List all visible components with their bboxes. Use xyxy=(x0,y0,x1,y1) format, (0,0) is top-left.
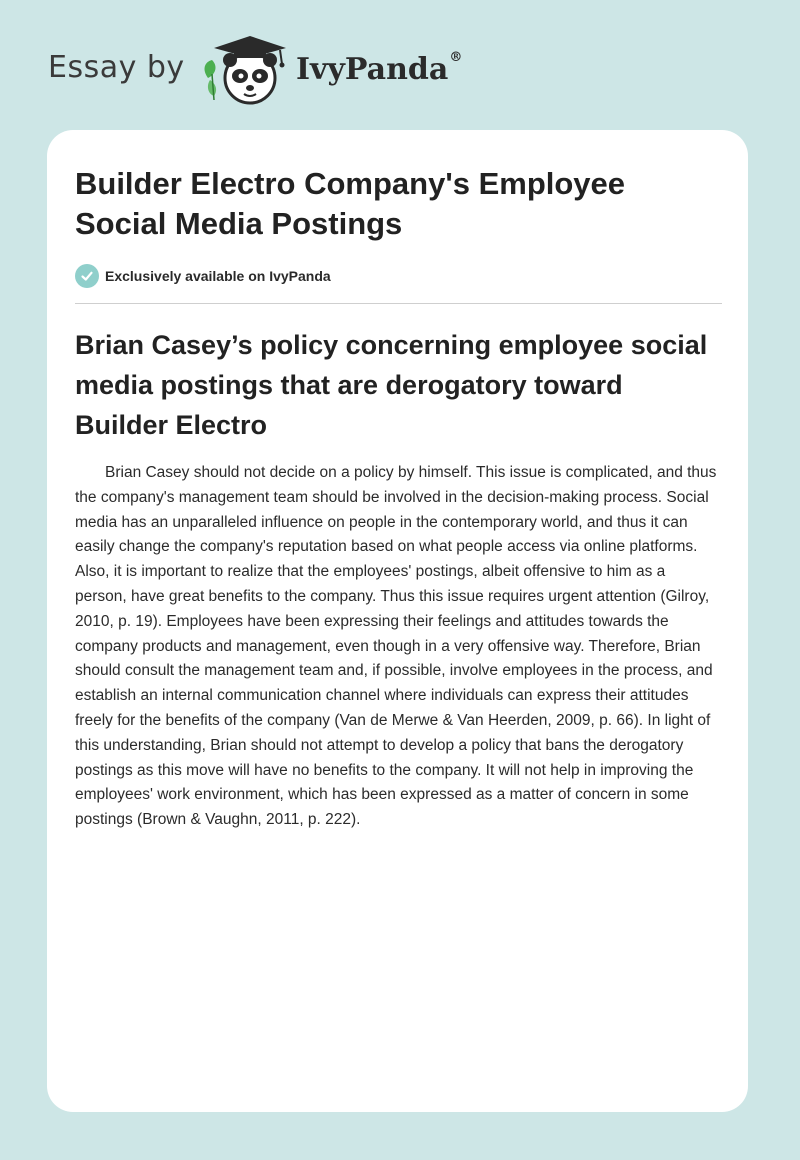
site-header xyxy=(0,0,800,120)
section-heading: Brian Casey’s policy concerning employee social media postings that are derogatory toward Builder Electro xyxy=(75,330,708,440)
exclusive-badge-label: Exclusively available on IvyPanda xyxy=(105,268,331,284)
brand-name[interactable] xyxy=(296,52,462,87)
page-title: Builder Electro Company's Employee Social Media Postings xyxy=(75,166,626,241)
essay-by-label: Essay by xyxy=(48,50,185,85)
check-icon xyxy=(75,264,99,288)
brand-text: IvyPanda xyxy=(296,52,449,87)
leaf-icon xyxy=(205,60,217,100)
exclusive-badge xyxy=(75,264,331,288)
essay-card xyxy=(47,130,748,1112)
panda-graduate-logo-icon[interactable] xyxy=(200,34,292,108)
registered-mark: ® xyxy=(449,50,463,65)
divider xyxy=(75,303,722,304)
essay-paragraph: Brian Casey should not decide on a policy by himself. This issue is complicated, and thus the company's management team should be involved in the decision-making process. Social media has an unparalleled influence on people in the contemporary world, and thus it can easily change the company's reputation based on what people access via online platforms. Also, it is important to realize that the employees' postings, albeit offensive to him as a person, have great benefits to the company. Thus this issue requires urgent attention (Gilroy, 2010, p. 19). Employees have been expressing their feelings and attitudes towards the company products and management, even though in a very offensive way. Therefore, Brian should consult the management team and, if possible, involve employees in the process, and establish an internal communication channel where individuals can express their attitudes freely for the benefits of the company (Van de Merwe & Van Heerden, 2009, p. 66). In light of this understanding, Brian should not attempt to develop a policy that bans the derogatory postings as this move will have no benefits to the company. It will not help in improving the employees' work environment, which has been expressed as a matter of concern in some postings (Brown & Vaughn, 2011, p. 222). xyxy=(75,464,717,829)
